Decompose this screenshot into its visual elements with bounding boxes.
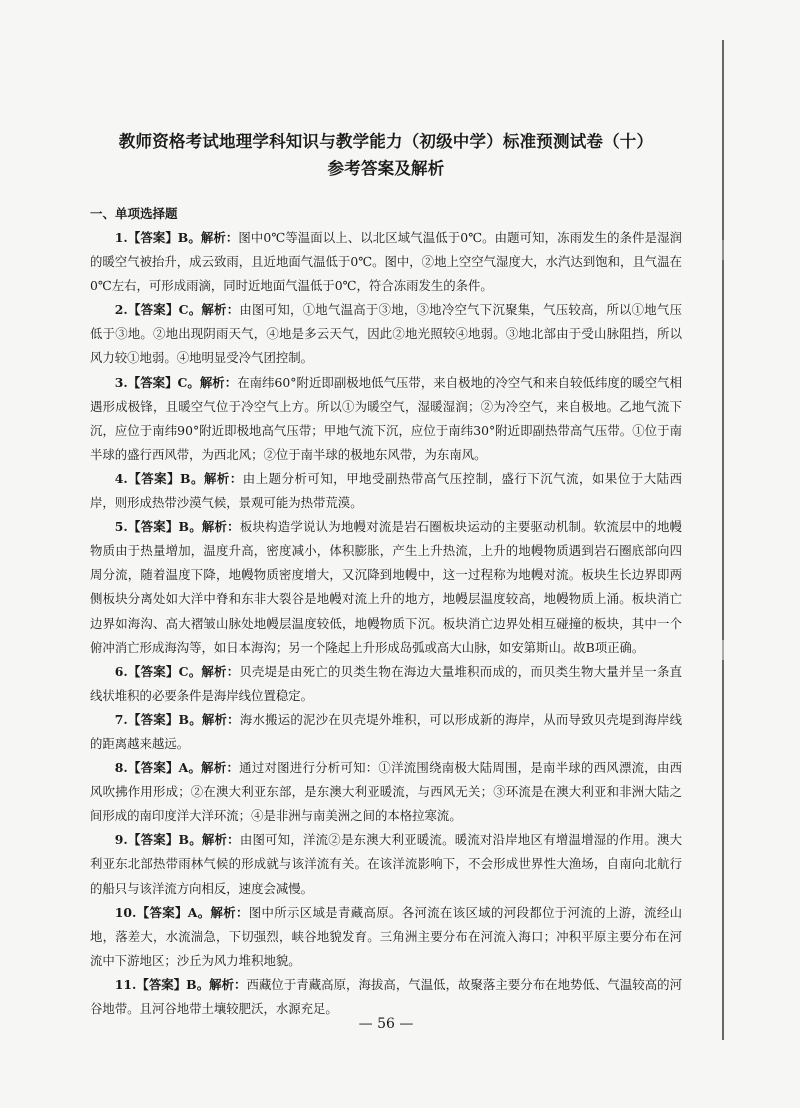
answer-text: 贝壳堤是由死亡的贝类生物在海边大量堆积而成的，而贝类生物大量并呈一条直线状堆积的必要条件是海岸线位置稳定。 <box>90 663 683 703</box>
answer-label: 1.【答案】B。解析： <box>114 230 239 245</box>
answer-item-2 <box>90 298 682 370</box>
answer-label: 11.【答案】B。解析： <box>114 976 247 992</box>
answer-item-10 <box>90 901 682 973</box>
answer-text: 图中0℃等温面以上、以北区域气温低于0℃。由题可知，冻雨发生的条件是湿润的暖空气被抬升，成云致雨，且近地面气温低于0℃。图中，②地上空空气湿度大，水汽达到饱和，且气温在0℃左右，可形成雨滴，同时近地面气温低于0℃，符合冻雨发生的条件。 <box>90 230 682 294</box>
answer-label: 4.【答案】B。解析： <box>114 470 243 486</box>
title-line-2: 参考答案及解析 <box>327 159 445 178</box>
answer-text: 由图可知，①地气温高于③地，③地冷空气下沉聚集，气压较高，所以①地气压低于③地。②地出现阴雨天气，④地是多云天气，因此②地光照较④地弱。③地北部由于受山脉阻挡，所以风力较①地弱。④地明显受冷气团控制。 <box>90 302 683 366</box>
answer-text: 在南纬60°附近即副极地低气压带，来自极地的冷空气和来自较低纬度的暖空气相遇形成极锋，且暖空气位于冷空气上方。所以①为暖空气，湿暖湿润；②为冷空气，来自极地。乙地气流下沉，应位于南纬90°附近即极地高气压带；甲地气流下沉，应位于南纬30°附近即副热带高气压带。①位于南半球的盛行西风带，为西北风；②位于南半球的极地东风带，为东南风。 <box>90 374 682 462</box>
answer-item-11 <box>90 973 682 1021</box>
answer-item-5 <box>90 515 682 660</box>
title-line-1: 教师资格考试地理学科知识与教学能力（初级中学）标准预测试卷（十） <box>118 132 654 151</box>
answer-label: 9.【答案】B。解析： <box>114 832 240 848</box>
answer-item-9 <box>90 828 682 900</box>
answer-label: 8.【答案】A。解析： <box>114 760 240 776</box>
page-number: — 56 — <box>358 1016 414 1032</box>
document-title <box>90 128 682 182</box>
answer-item-1 <box>90 226 682 298</box>
answer-label: 2.【答案】C。解析： <box>114 302 240 318</box>
answer-text: 通过对图进行分析可知：①洋流围绕南极大陆周围，是南半球的西风漂流，由西风吹拂作用形成；②在澳大利亚东部，是东澳大利亚暖流，与西风无关；③环流是在澳大利亚和非洲大陆之间形成的南印度洋大洋环流；④是非洲与南美洲之间的本格拉寒流。 <box>90 760 682 824</box>
answer-label: 3.【答案】C。解析： <box>114 374 238 390</box>
answer-text: 图中所示区域是青藏高原。各河流在该区域的河段都位于河流的上游，流经山地，落差大，水流湍急，下切强烈，峡谷地貌发育。三角洲主要分布在河流入海口；冲积平原主要分布在河流中下游地区；沙丘为风力堆积地貌。 <box>90 904 683 968</box>
answer-item-6 <box>90 660 682 708</box>
answer-item-3 <box>90 371 682 467</box>
answer-item-4 <box>90 467 682 515</box>
answer-label: 6.【答案】C。解析： <box>114 663 240 679</box>
answer-text: 西藏位于青藏高原，海拔高，气温低，故聚落主要分布在地势低、气温较高的河谷地带。且河谷地带土壤较肥沃，水源充足。 <box>90 976 683 1016</box>
answer-text: 由上题分析可知，甲地受副热带高气压控制，盛行下沉气流，如果位于大陆西岸，则形成热带沙漠气候，景观可能为热带荒漠。 <box>90 470 682 511</box>
answer-text: 海水搬运的泥沙在贝壳堤外堆积，可以形成新的海岸，从而导致贝壳堤到海岸线的距离越来越远。 <box>90 711 682 751</box>
answer-item-8 <box>90 756 682 828</box>
answer-text: 板块构造学说认为地幔对流是岩石圈板块运动的主要驱动机制。软流层中的地幔物质由于热量增加，温度升高，密度减小，体积膨胀，产生上升热流，上升的地幔物质遇到岩石圈底部向四周分流，随着温度下降，地幔物质密度增大，又沉降到地幔中，这一过程称为地幔对流。板块生长边界即两侧板块分离处如大洋中脊和东非大裂谷是地幔对流上升的地方，地幔层温度较高，地幔物质上涌。板块消亡边界如海沟、高大褶皱山脉处地幔层温度较低，地幔物质下沉。板块消亡边界处相互碰撞的板块，其中一个俯冲消亡形成海沟等，如日本海沟；另一个隆起上升形成岛弧或高大山脉，如安第斯山。故B项正确。 <box>90 519 682 655</box>
scan-edge-line <box>722 40 724 1040</box>
answer-item-7 <box>90 708 682 756</box>
answer-list <box>90 226 682 1021</box>
answer-label: 5.【答案】B。解析： <box>114 519 240 535</box>
answer-text: 由图可知，洋流②是东澳大利亚暖流。暖流对沿岸地区有增温增湿的作用。澳大利亚东北部热带雨林气候的形成就与该洋流有关。在该洋流影响下，不会形成世界性大渔场，自南向北航行的船只与该洋流方向相反，速度会减慢。 <box>90 832 682 896</box>
answer-label: 7.【答案】B。解析： <box>114 711 240 727</box>
section-heading: 一、单项选择题 <box>90 206 178 221</box>
answer-label: 10.【答案】A。解析： <box>114 904 249 920</box>
